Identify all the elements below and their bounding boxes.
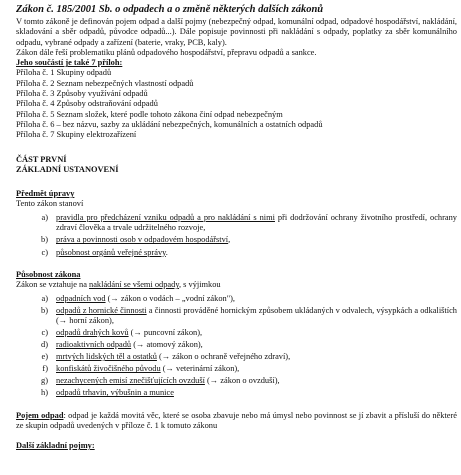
part-title: ČÁST PRVNÍ bbox=[16, 154, 67, 164]
scope-item bbox=[16, 352, 457, 362]
scope-item bbox=[16, 328, 457, 338]
scope-item-link[interactable]: nezachycených emisí znečišťujících ovzduší bbox=[56, 376, 205, 386]
item-label: e) bbox=[41, 352, 48, 362]
scope-item-text: (→ zákon o vodách – „vodní zákon"), bbox=[105, 293, 236, 303]
item-label: b) bbox=[41, 235, 48, 245]
annex-item: Příloha č. 7 Skupiny elektrozařízení bbox=[16, 130, 137, 140]
subject-item-link[interactable]: práva a povinnosti osob v odpadovém hospodářství bbox=[56, 235, 229, 245]
item-label: a) bbox=[41, 293, 48, 303]
more-terms-heading: Další základní pojmy: bbox=[16, 441, 95, 451]
subject-heading: Předmět úpravy bbox=[16, 189, 75, 199]
subject-item bbox=[16, 235, 457, 245]
scope-item-link[interactable]: odpadů z hornické činnosti bbox=[56, 305, 147, 315]
subject-item bbox=[16, 248, 457, 258]
item-label: f) bbox=[42, 364, 48, 374]
scope-item bbox=[16, 294, 457, 304]
scope-item-text: (→ zákon o ochraně veřejného zdraví), bbox=[156, 352, 291, 362]
annex-item: Příloha č. 3 Způsoby využívání odpadů bbox=[16, 89, 148, 99]
document-title: Zákon č. 185/2001 Sb. o odpadech a o změně některých dalších zákonů bbox=[16, 4, 324, 15]
scope-item-text: (→ atomový zákon), bbox=[131, 340, 203, 350]
scope-item-link[interactable]: odpadních vod bbox=[56, 293, 106, 303]
subject-item-text: při dodržování ochrany životního prostředí, ochrany zdraví člověka a trvale udržitelného rozvoje, bbox=[56, 212, 457, 233]
annex-item: Příloha č. 1 Skupiny odpadů bbox=[16, 68, 112, 78]
item-label: c) bbox=[41, 247, 48, 257]
scope-item bbox=[16, 364, 457, 374]
scope-item-text: (→ zákon o ovzduší), bbox=[204, 376, 280, 386]
scope-item bbox=[16, 376, 457, 386]
waste-term: Pojem odpad bbox=[16, 410, 64, 420]
item-label: c) bbox=[41, 328, 48, 338]
scope-heading: Působnost zákona bbox=[16, 269, 81, 279]
scope-lead-text-end: , s výjimkou bbox=[178, 280, 221, 290]
scope-item-link[interactable]: radioaktivních odpadů bbox=[56, 340, 132, 350]
scope-item-link[interactable]: odpadů trhavin, výbušnin a munice bbox=[56, 388, 174, 398]
subject-lead: Tento zákon stanoví bbox=[16, 199, 84, 209]
item-label: a) bbox=[41, 212, 48, 222]
scope-lead-text: Zákon se vztahuje na bbox=[16, 280, 90, 290]
part-subtitle: ZÁKLADNÍ USTANOVENÍ bbox=[16, 164, 119, 174]
subject-item bbox=[16, 213, 457, 234]
annex-list bbox=[16, 68, 457, 140]
intro-paragraph-2: Zákon dále řeší problematiku plánů odpadového hospodářství, přepravu odpadů a sankce. bbox=[16, 47, 317, 57]
subject-item-link[interactable]: působnost orgánů veřejné správy bbox=[56, 247, 166, 257]
scope-item-link[interactable]: konfiskátů živočišného původu bbox=[56, 364, 161, 374]
annex-item: Příloha č. 4 Způsoby odstraňování odpadů bbox=[16, 99, 158, 109]
item-label: g) bbox=[41, 376, 48, 386]
scope-lead bbox=[16, 280, 457, 290]
annex-heading: Jeho součástí je také 7 příloh: bbox=[16, 58, 123, 68]
subject-list bbox=[16, 213, 457, 258]
intro-paragraph: V tomto zákoně je definován pojem odpad a další pojmy (nebezpečný odpad, komunální odpad, odpadové hospodářství, nakládání, skladování a sběr odpadů, původce odpadů...). Dále popisuje povinnosti při nakládání s odpady, poplatky za sběr komunálního odpadu, vybrané odpady a zařízení (baterie, vraky, PCB, kaly). bbox=[16, 17, 457, 47]
scope-item-text: a činnosti prováděné hornickým způsobem ukládaných v odvalech, výsypkách a odkalištích (→ horní zákon), bbox=[56, 305, 457, 325]
scope-item-link[interactable]: mrtvých lidských těl a ostatků bbox=[56, 352, 157, 362]
scope-lead-link[interactable]: nakládání se všemi odpady bbox=[89, 280, 179, 290]
waste-definition bbox=[16, 411, 457, 432]
scope-item bbox=[16, 340, 457, 350]
item-label: h) bbox=[41, 388, 48, 398]
subject-item-text: , bbox=[228, 235, 231, 245]
annex-item: Příloha č. 2 Seznam nebezpečných vlastností odpadů bbox=[16, 78, 194, 88]
scope-item-link[interactable]: odpadů drahých kovů bbox=[56, 328, 129, 338]
scope-item-text: (→ veterinární zákon), bbox=[160, 364, 240, 374]
subject-item-text: . bbox=[165, 247, 168, 257]
scope-item-text: (→ puncovní zákon), bbox=[128, 328, 203, 338]
scope-list bbox=[16, 294, 457, 399]
annex-item: Příloha č. 6 – bez názvu, sazby za ukládání nebezpečných, komunálních a ostatních odpadů bbox=[16, 119, 323, 129]
annex-item: Příloha č. 5 Seznam složek, které podle tohoto zákona činí odpad nebezpečným bbox=[16, 109, 283, 119]
scope-item bbox=[16, 388, 457, 398]
item-label: b) bbox=[41, 305, 48, 315]
item-label: d) bbox=[41, 340, 48, 350]
scope-item bbox=[16, 306, 457, 327]
waste-definition-text: : odpad je každá movitá věc, které se osoba zbavuje nebo má úmysl nebo povinnost se jí zbavit a přísluší do některé ze skupin odpadů uvedených v příloze č. 1 k tomuto zákonu bbox=[16, 410, 457, 430]
subject-item-link[interactable]: pravidla pro předcházení vzniku odpadů a pro nakládání s nimi bbox=[56, 212, 275, 222]
